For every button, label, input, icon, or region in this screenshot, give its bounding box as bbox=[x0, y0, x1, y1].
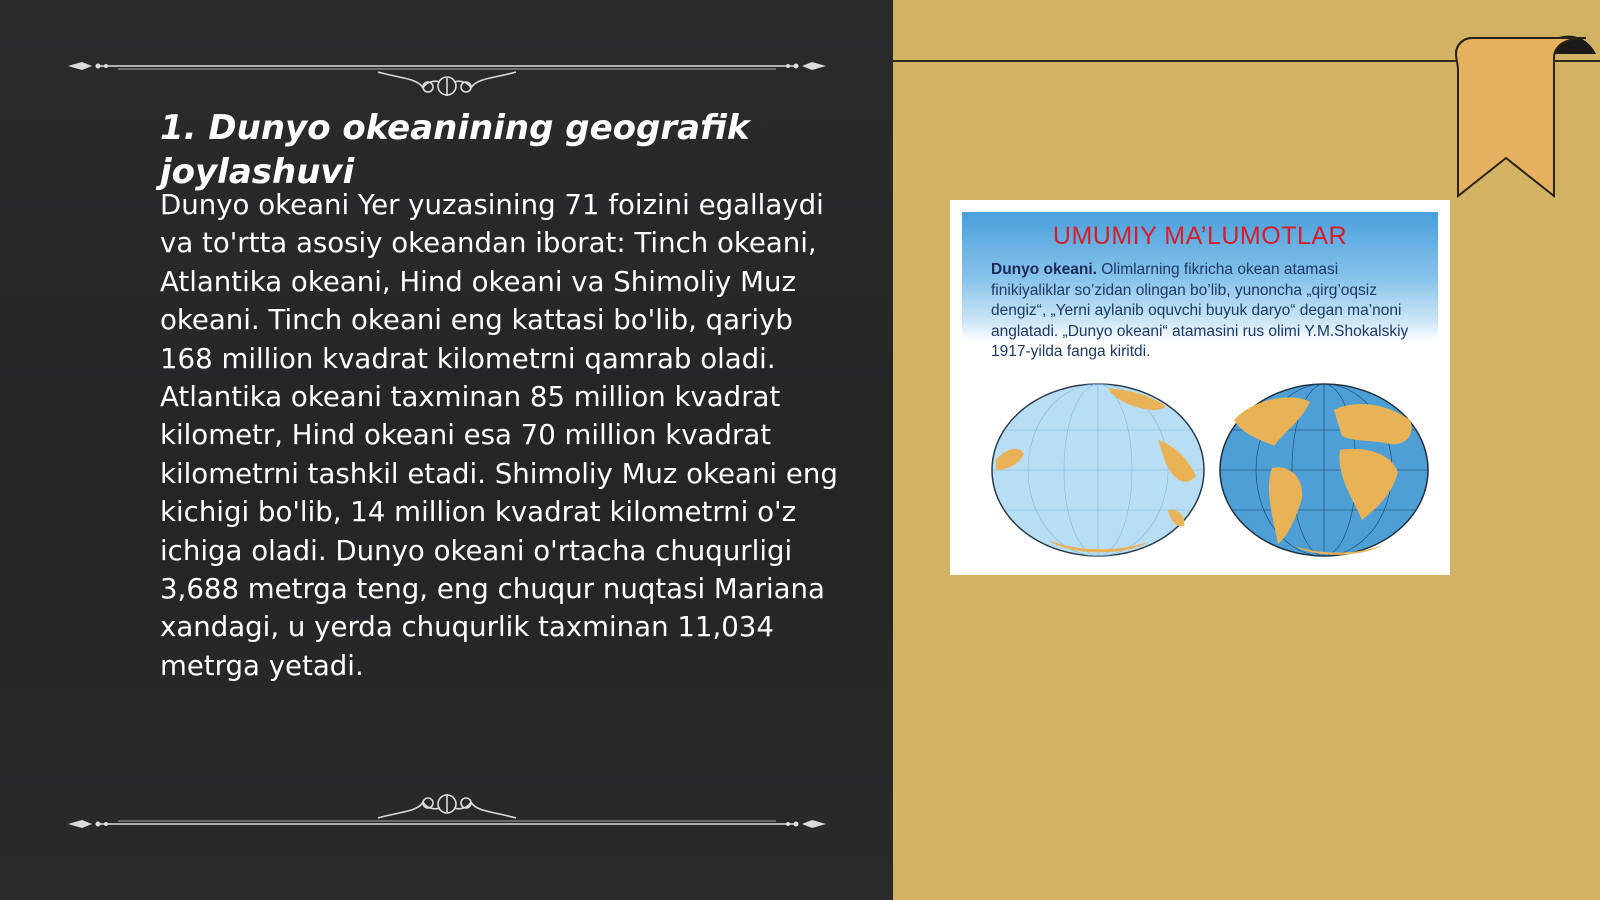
info-card-image bbox=[950, 200, 1450, 575]
info-paragraph bbox=[991, 260, 1411, 363]
info-text: Olimlarning fikricha okean atamasi finikiyaliklar so’zidan olingan bo’lib, yunoncha „qirg’oqsiz dengiz“, „Yerni aylanib oquvchi buyuk daryo“ degan ma’noni anglatadi. „Dunyo okeani“ atamasini rus olimi Y.M.Shokalskiy 1917-yilda fanga kiritdi. bbox=[991, 261, 1409, 361]
top-ornament-divider bbox=[68, 38, 826, 98]
slide-body-text: Dunyo okeani Yer yuzasining 71 foizini egallaydi va to'rtta asosiy okeandan iborat: Tinch okeani, Atlantika okeani, Hind okeani va Shimoliy Muz okeani. Tinch okeani eng kattasi bo'lib, qariyb 168 million kvadrat kilometrni qamrab oladi. Atlantika okeani taxminan 85 million kvadrat kilometr, Hind okeani esa 70 million kvadrat kilometrni tashkil etadi. Shimoliy Muz okeani eng kichigi bo'lib, 14 million kvadrat kilometrni o'z ichiga oladi. Dunyo okeani o'rtacha chuqurligi 3,688 metrga teng, eng chuqur nuqtasi Mariana xandagi, u yerda chuqurlik taxminan 11,034 metrga yetadi. bbox=[160, 188, 838, 682]
atlantic-globe-icon bbox=[1214, 380, 1434, 560]
bookmark-ribbon-icon bbox=[1436, 30, 1600, 200]
slide-title: 1. Dunyo okeanining geografik joylashuvi bbox=[160, 108, 750, 192]
info-heading: UMUMIY MA’LUMOTLAR bbox=[1052, 222, 1348, 250]
info-lead: Dunyo okeani. bbox=[991, 261, 1097, 278]
pacific-globe-icon bbox=[988, 380, 1208, 560]
bottom-ornament-divider bbox=[68, 772, 826, 832]
